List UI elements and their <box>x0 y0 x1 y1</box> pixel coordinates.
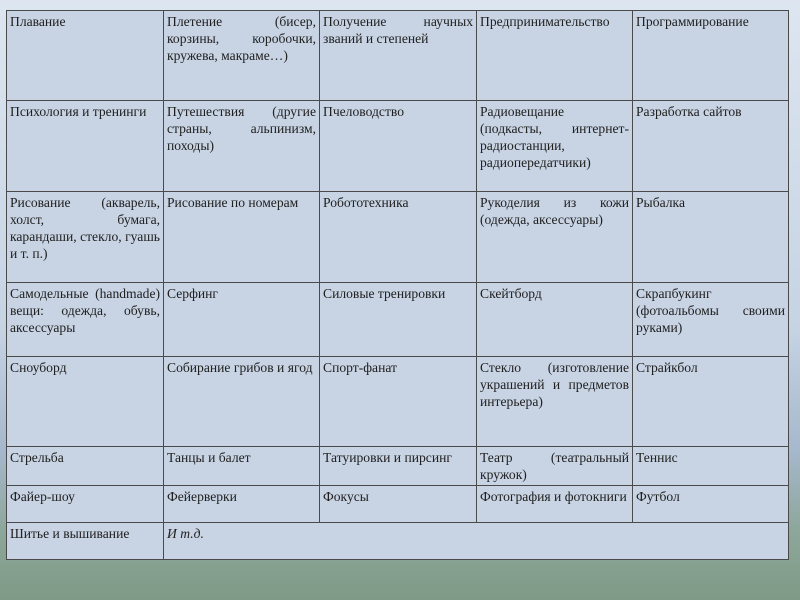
table-cell: Рукоделия из кожи (одежда, аксессуары) <box>477 192 633 283</box>
table-cell: Плавание <box>7 11 164 101</box>
table-cell: Разработка сайтов <box>633 101 789 192</box>
table-row <box>7 101 789 192</box>
table-row <box>7 11 789 101</box>
table-cell: Скрапбукинг (фотоальбомы своими руками) <box>633 283 789 357</box>
table-cell: Плетение (бисер, корзины, коробочки, кружева, макраме…) <box>164 11 320 101</box>
table-cell: Пчеловодство <box>320 101 477 192</box>
table-cell: Спорт-фанат <box>320 357 477 447</box>
table-row <box>7 192 789 283</box>
table-cell: Шитье и вышивание <box>7 523 164 560</box>
table-row <box>7 357 789 447</box>
table-cell: Скейтборд <box>477 283 633 357</box>
table-cell: Фейерверки <box>164 486 320 523</box>
table-cell: Танцы и балет <box>164 447 320 486</box>
table-cell: Страйкбол <box>633 357 789 447</box>
table-cell: Сноуборд <box>7 357 164 447</box>
table-cell: Самодельные (handmade) вещи: одежда, обувь, аксессуары <box>7 283 164 357</box>
table-cell: Футбол <box>633 486 789 523</box>
table-cell: Рисование (акварель, холст, бумага, карандаши, стекло, гуашь и т. п.) <box>7 192 164 283</box>
table-cell: Стекло (изготовление украшений и предметов интерьера) <box>477 357 633 447</box>
table-cell: Собирание грибов и ягод <box>164 357 320 447</box>
table-cell: Татуировки и пирсинг <box>320 447 477 486</box>
hobbies-table <box>6 10 789 560</box>
table-row <box>7 447 789 486</box>
table-cell: Программирование <box>633 11 789 101</box>
table-cell: Рисование по номерам <box>164 192 320 283</box>
table-cell: Робототехника <box>320 192 477 283</box>
table-cell: Путешествия (другие страны, альпинизм, походы) <box>164 101 320 192</box>
table-cell: Теннис <box>633 447 789 486</box>
table-cell: Рыбалка <box>633 192 789 283</box>
table-cell: Получение научных званий и степеней <box>320 11 477 101</box>
table-cell: Фокусы <box>320 486 477 523</box>
table-cell: Серфинг <box>164 283 320 357</box>
table-row <box>7 283 789 357</box>
table-cell: Театр (театральный кружок) <box>477 447 633 486</box>
table-cell: Предпринимательство <box>477 11 633 101</box>
table-cell: Силовые тренировки <box>320 283 477 357</box>
table-cell: Файер-шоу <box>7 486 164 523</box>
table-cell: Радиовещание (подкасты, интернет-радиостанции, радиопередатчики) <box>477 101 633 192</box>
table-cell: Стрельба <box>7 447 164 486</box>
table-row <box>7 486 789 523</box>
table-cell: Психология и тренинги <box>7 101 164 192</box>
table-cell: Фотография и фотокниги <box>477 486 633 523</box>
table-row <box>7 523 789 560</box>
table-cell-etc: И т.д. <box>164 523 789 560</box>
